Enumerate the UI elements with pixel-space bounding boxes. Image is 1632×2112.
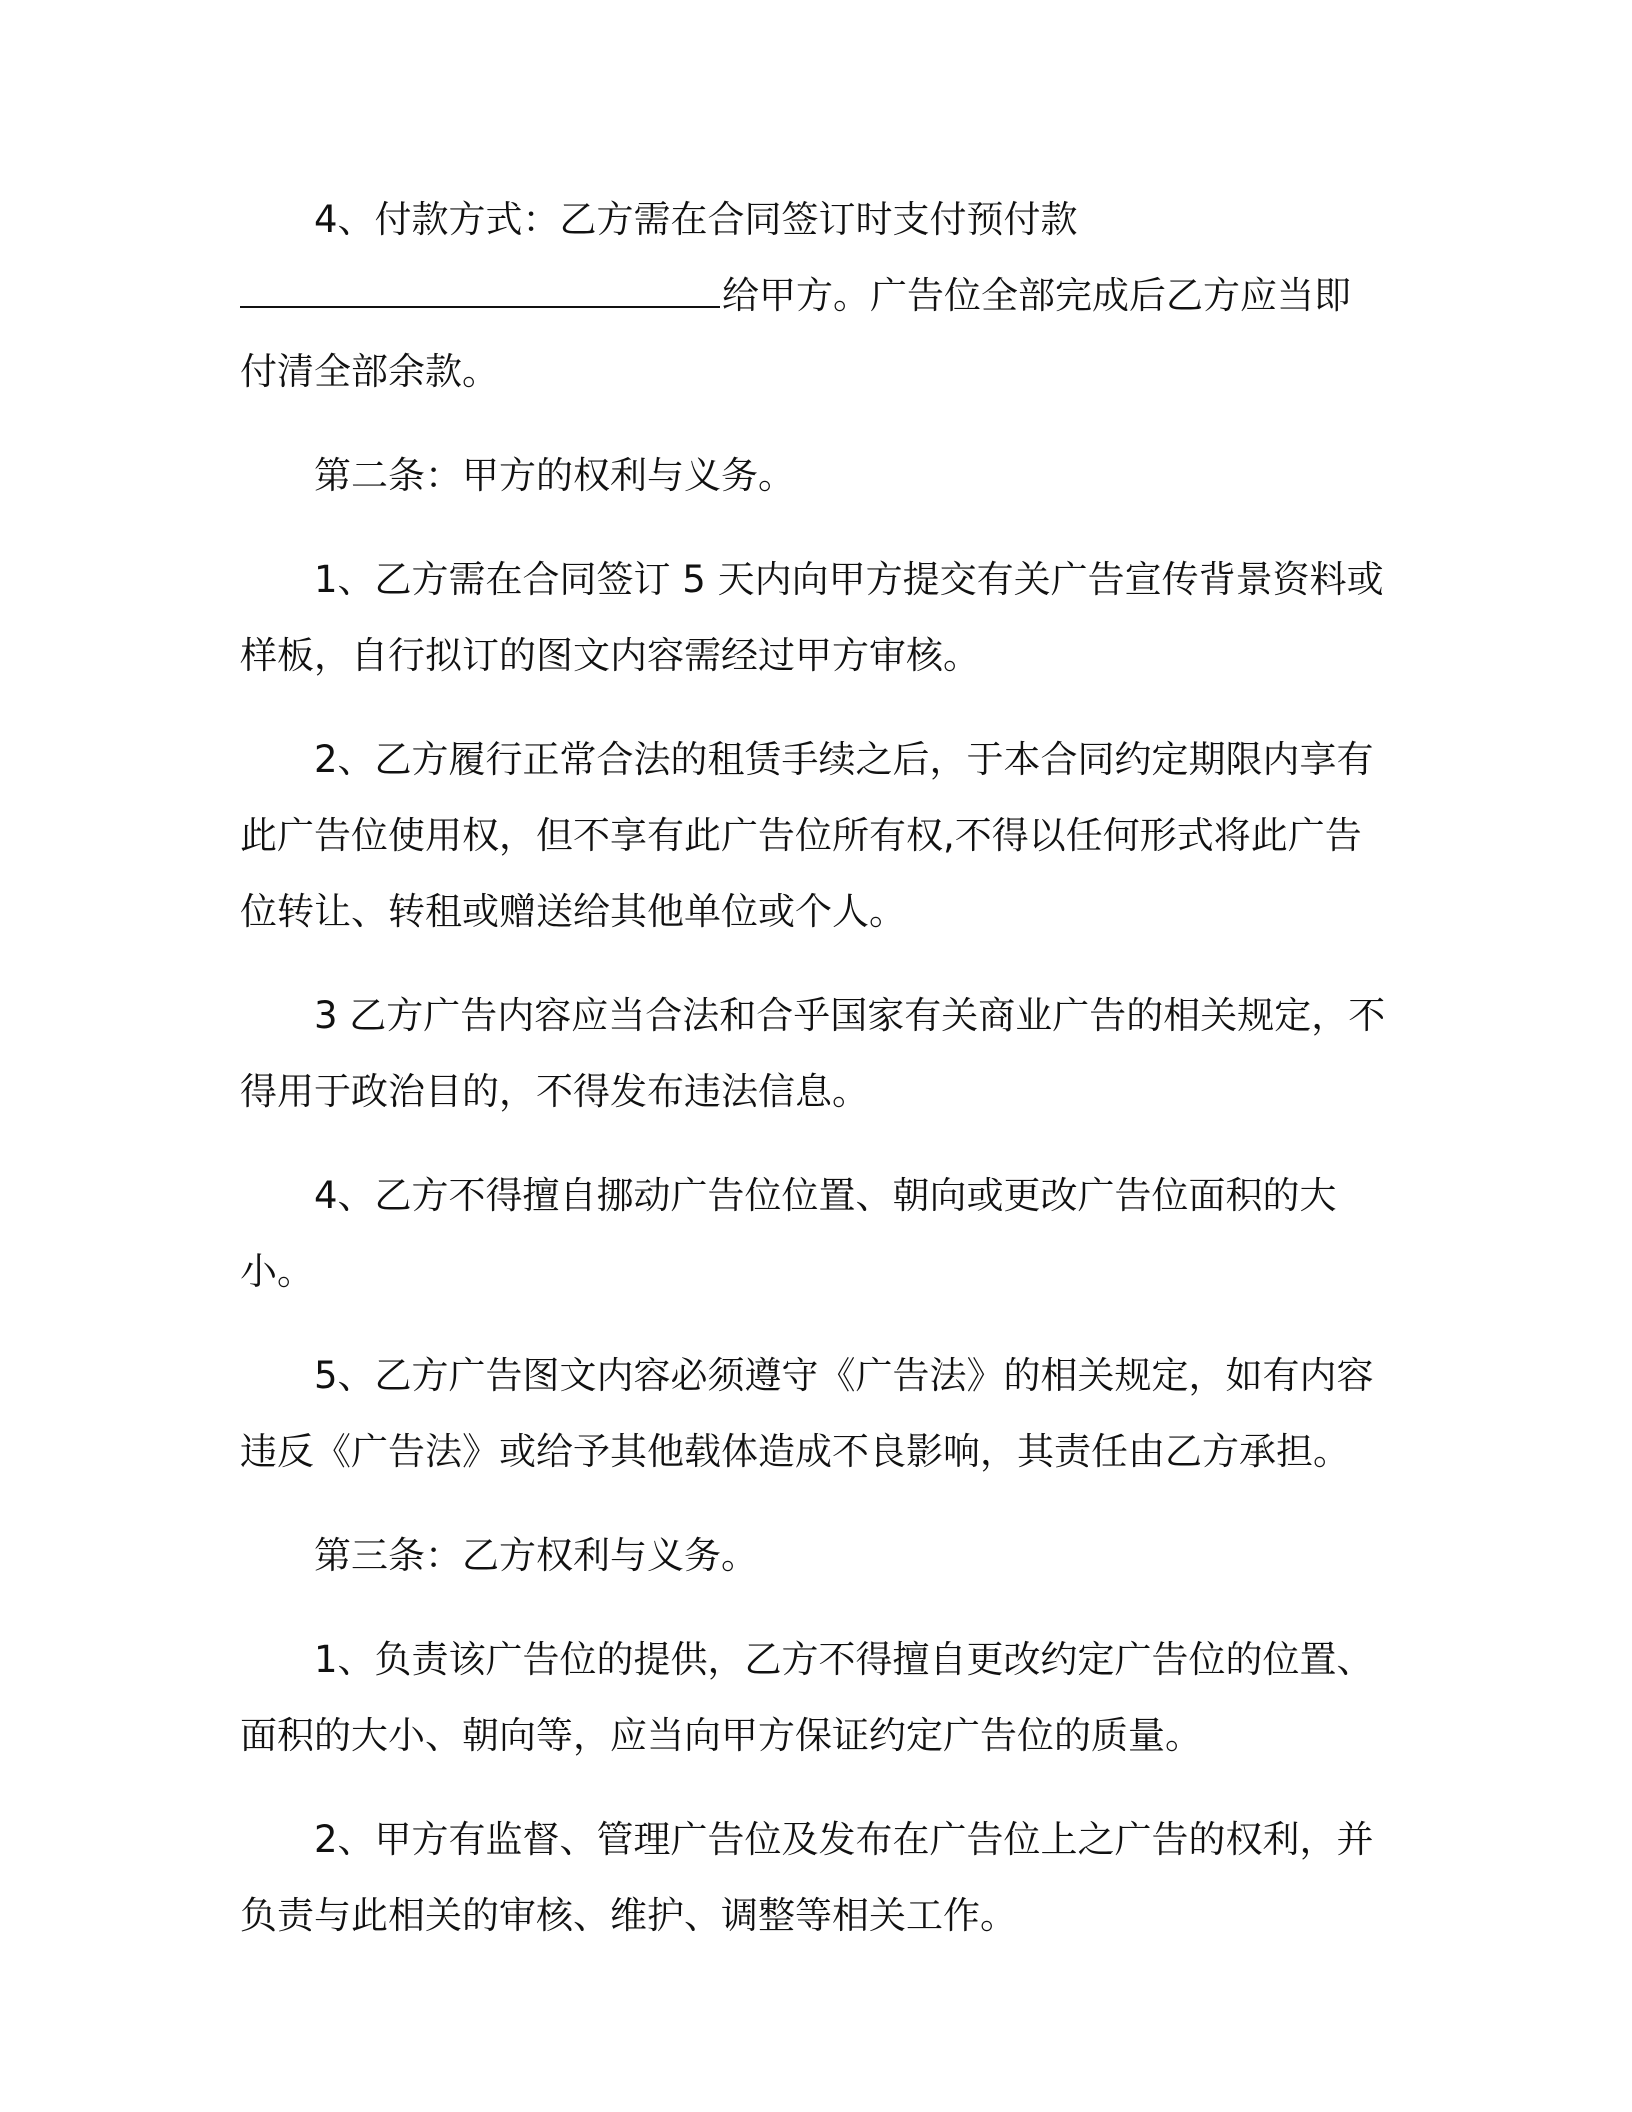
heading-text: 第三条：乙方权利与义务。 <box>314 1534 758 1577</box>
text-line: 1、负责该广告位的提供，乙方不得擅自更改约定广告位的位置、 <box>314 1638 1374 1681</box>
text-line: 得用于政治目的，不得发布违法信息。 <box>240 1070 869 1113</box>
text-line: 2、乙方履行正常合法的租赁手续之后，于本合同约定期限内享有 <box>314 738 1374 781</box>
text-line: 付清全部余款。 <box>240 350 499 393</box>
article-2-item-2 <box>240 722 1390 950</box>
article-2-item-1 <box>240 542 1390 694</box>
text-line: 5、乙方广告图文内容必须遵守《广告法》的相关规定，如有内容 <box>314 1354 1374 1397</box>
text-line: 样板，自行拟订的图文内容需经过甲方审核。 <box>240 634 980 677</box>
text-fragment: 给甲方。广告位全部完成后乙方应当即 <box>722 274 1351 317</box>
text-line: 位转让、转租或赠送给其他单位或个人。 <box>240 890 906 933</box>
article-3-item-1 <box>240 1622 1390 1774</box>
article-2-item-4 <box>240 1158 1390 1310</box>
article-3-heading <box>240 1518 1390 1594</box>
text-line <box>240 258 1390 334</box>
text-line: 负责与此相关的审核、维护、调整等相关工作。 <box>240 1894 1017 1937</box>
text-line: 此广告位使用权，但不享有此广告位所有权,不得以任何形式将此广告 <box>240 814 1362 857</box>
text-line: 1、乙方需在合同签订 5 天内向甲方提交有关广告宣传背景资料或 <box>314 558 1384 601</box>
text-line: 违反《广告法》或给予其他载体造成不良影响，其责任由乙方承担。 <box>240 1430 1350 1473</box>
text-line: 4、付款方式：乙方需在合同签订时支付预付款 <box>314 198 1078 241</box>
article-2-heading <box>240 438 1390 514</box>
clause-payment <box>240 182 1390 410</box>
text-line: 面积的大小、朝向等，应当向甲方保证约定广告位的质量。 <box>240 1714 1202 1757</box>
article-3-item-2 <box>240 1802 1390 1954</box>
text-line: 3 乙方广告内容应当合法和合乎国家有关商业广告的相关规定，不 <box>314 994 1386 1037</box>
heading-text: 第二条：甲方的权利与义务。 <box>314 454 795 497</box>
text-line: 2、甲方有监督、管理广告位及发布在广告位上之广告的权利，并 <box>314 1818 1374 1861</box>
text-line: 4、乙方不得擅自挪动广告位位置、朝向或更改广告位面积的大小。 <box>240 1174 1337 1293</box>
fill-in-blank[interactable] <box>240 276 720 308</box>
article-2-item-5 <box>240 1338 1390 1490</box>
document-body <box>240 182 1390 1982</box>
article-2-item-3 <box>240 978 1390 1130</box>
